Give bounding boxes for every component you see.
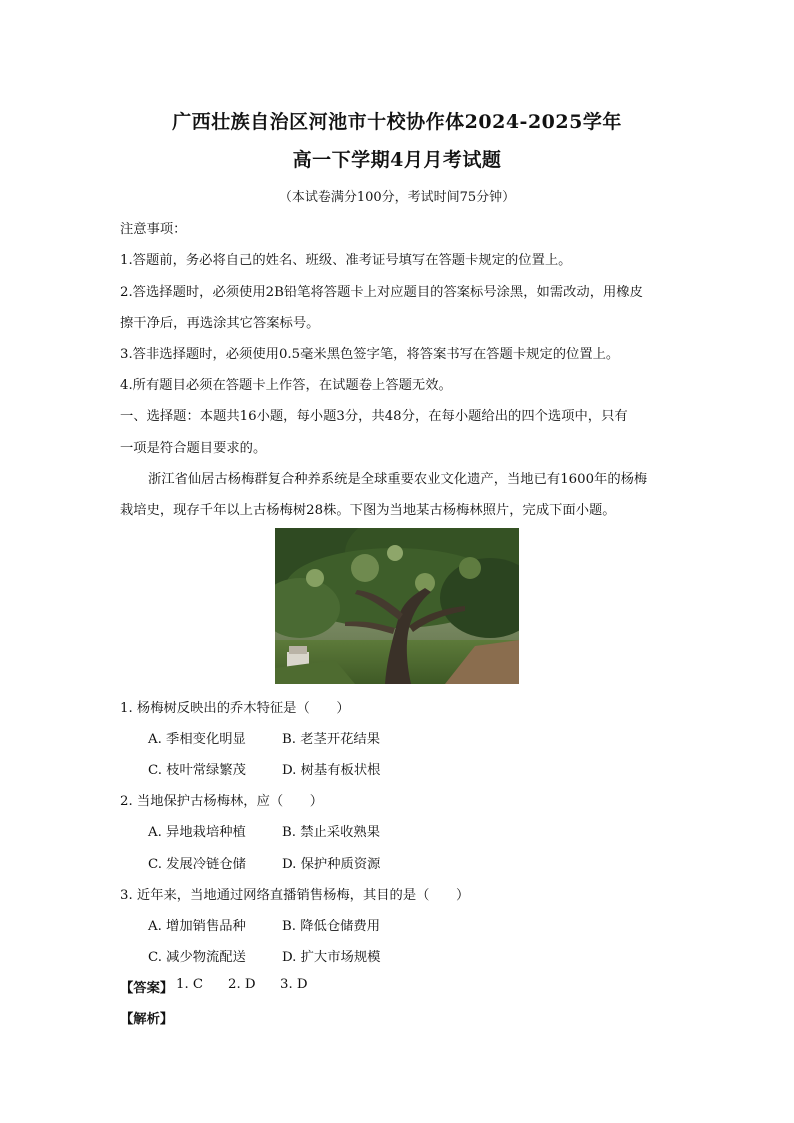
question-1-option-c: C. 枝叶常绿繁茂: [148, 763, 246, 778]
question-3-option-c: C. 减少物流配送: [148, 950, 246, 965]
question-1-option-b: B. 老茎开花结果: [282, 732, 381, 747]
note-1: 1.答题前，务必将自己的姓名、班级、准考证号填写在答题卡规定的位置上。: [120, 253, 572, 268]
section-heading-line2: 一项是符合题目要求的。: [120, 441, 267, 456]
note-2-line1: 2.答选择题时，必须使用2B铅笔将答题卡上对应题目的答案标号涂黑，如需改动，用橡皮: [120, 285, 643, 300]
note-2-line2: 擦干净后，再选涂其它答案标号。: [120, 316, 320, 331]
answer-3: 3. D: [280, 977, 308, 992]
exam-subtitle: （本试卷满分100分，考试时间75分钟）: [278, 190, 516, 205]
analysis-label: 【解析】: [120, 1012, 174, 1027]
question-3-stem: 3. 近年来，当地通过网络直播销售杨梅，其目的是（ ）: [120, 888, 470, 903]
answer-1: 1. C: [176, 977, 204, 992]
note-3: 3.答非选择题时，必须使用0.5毫米黑色签字笔，将答案书写在答题卡规定的位置上。: [120, 347, 620, 362]
question-2-option-c: C. 发展冷链仓储: [148, 857, 246, 872]
question-3-option-a: A. 增加销售品种: [148, 919, 246, 934]
notes-heading: 注意事项：: [120, 222, 187, 237]
passage-line1: 浙江省仙居古杨梅群复合种养系统是全球重要农业文化遗产，当地已有1600年的杨梅: [148, 472, 648, 487]
question-1-option-a: A. 季相变化明显: [148, 732, 246, 747]
question-3-option-b: B. 降低仓储费用: [282, 919, 381, 934]
answer-2: 2. D: [228, 977, 256, 992]
question-3-option-d: D. 扩大市场规模: [282, 950, 381, 965]
question-2-option-d: D. 保护种质资源: [282, 857, 381, 872]
answer-label: 【答案】: [120, 981, 174, 996]
exam-title-line1: 广西壮族自治区河池市十校协作体2024-2025学年: [172, 111, 622, 133]
question-2-option-a: A. 异地栽培种植: [148, 825, 246, 840]
question-1-option-d: D. 树基有板状根: [282, 763, 381, 778]
passage-line2: 栽培史，现存千年以上古杨梅树28株。下图为当地某古杨梅林照片，完成下面小题。: [120, 503, 616, 518]
exam-title-line2: 高一下学期4月月考试题: [292, 149, 502, 171]
note-4: 4.所有题目必须在答题卡上作答，在试题卷上答题无效。: [120, 378, 452, 393]
question-2-option-b: B. 禁止采收熟果: [282, 825, 381, 840]
question-1-stem: 1. 杨梅树反映出的乔木特征是（ ）: [120, 701, 350, 716]
bayberry-forest-photo: [275, 528, 519, 684]
question-2-stem: 2. 当地保护古杨梅林，应（ ）: [120, 794, 324, 809]
section-heading-line1: 一、选择题：本题共16小题，每小题3分，共48分，在每小题给出的四个选项中，只有: [120, 409, 628, 424]
